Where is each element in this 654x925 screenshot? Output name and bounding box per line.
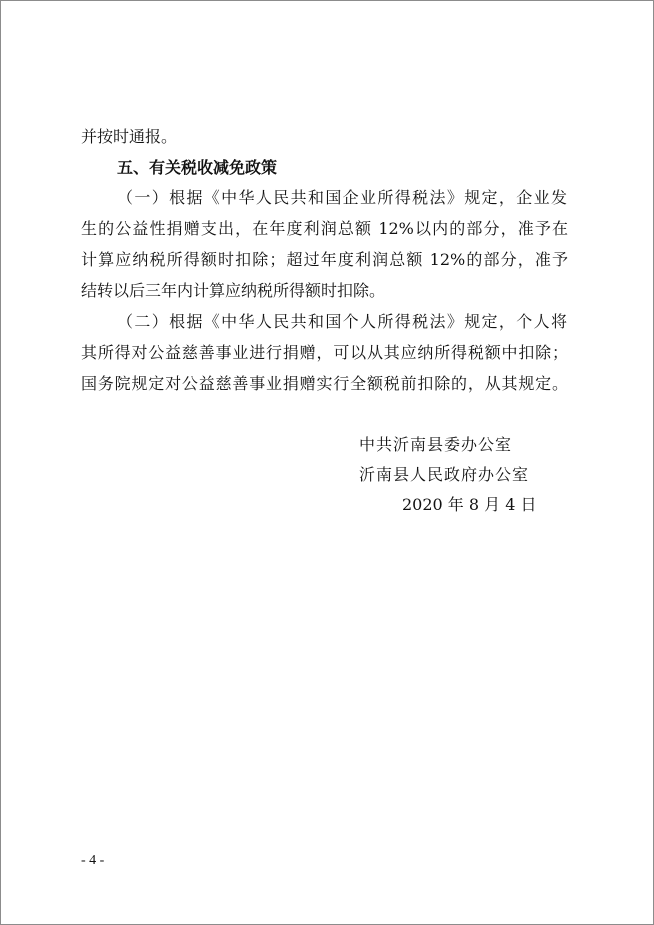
para2-line-1: （二）根据《中华人民共和国个人所得税法》规定，个人将 (117, 312, 567, 331)
signature-org-1: 中共沂南县委办公室 (359, 435, 513, 454)
signature-org-2: 沂南县人民政府办公室 (359, 465, 530, 484)
signature-date: 2020 年 8 月 4 日 (402, 495, 537, 514)
para2-line-2: 其所得对公益慈善事业进行捐赠，可以从其应纳所得税额中扣除； (81, 343, 568, 362)
para1-line-2: 生的公益性捐赠支出，在年度利润总额 12%以内的部分，准予在 (81, 219, 568, 238)
continuation-line: 并按时通报。 (81, 127, 178, 146)
para1-line-3: 计算应纳税所得额时扣除；超过年度利润总额 12%的部分，准予 (81, 250, 568, 269)
para1-line-4: 结转以后三年内计算应纳税所得额时扣除。 (81, 281, 386, 300)
section-heading: 五、有关税收减免政策 (117, 158, 278, 177)
page-number: - 4 - (81, 853, 105, 868)
para2-line-3: 国务院规定对公益慈善事业捐赠实行全额税前扣除的，从其规定。 (81, 374, 568, 393)
para1-line-1: （一）根据《中华人民共和国企业所得税法》规定，企业发 (117, 188, 567, 207)
